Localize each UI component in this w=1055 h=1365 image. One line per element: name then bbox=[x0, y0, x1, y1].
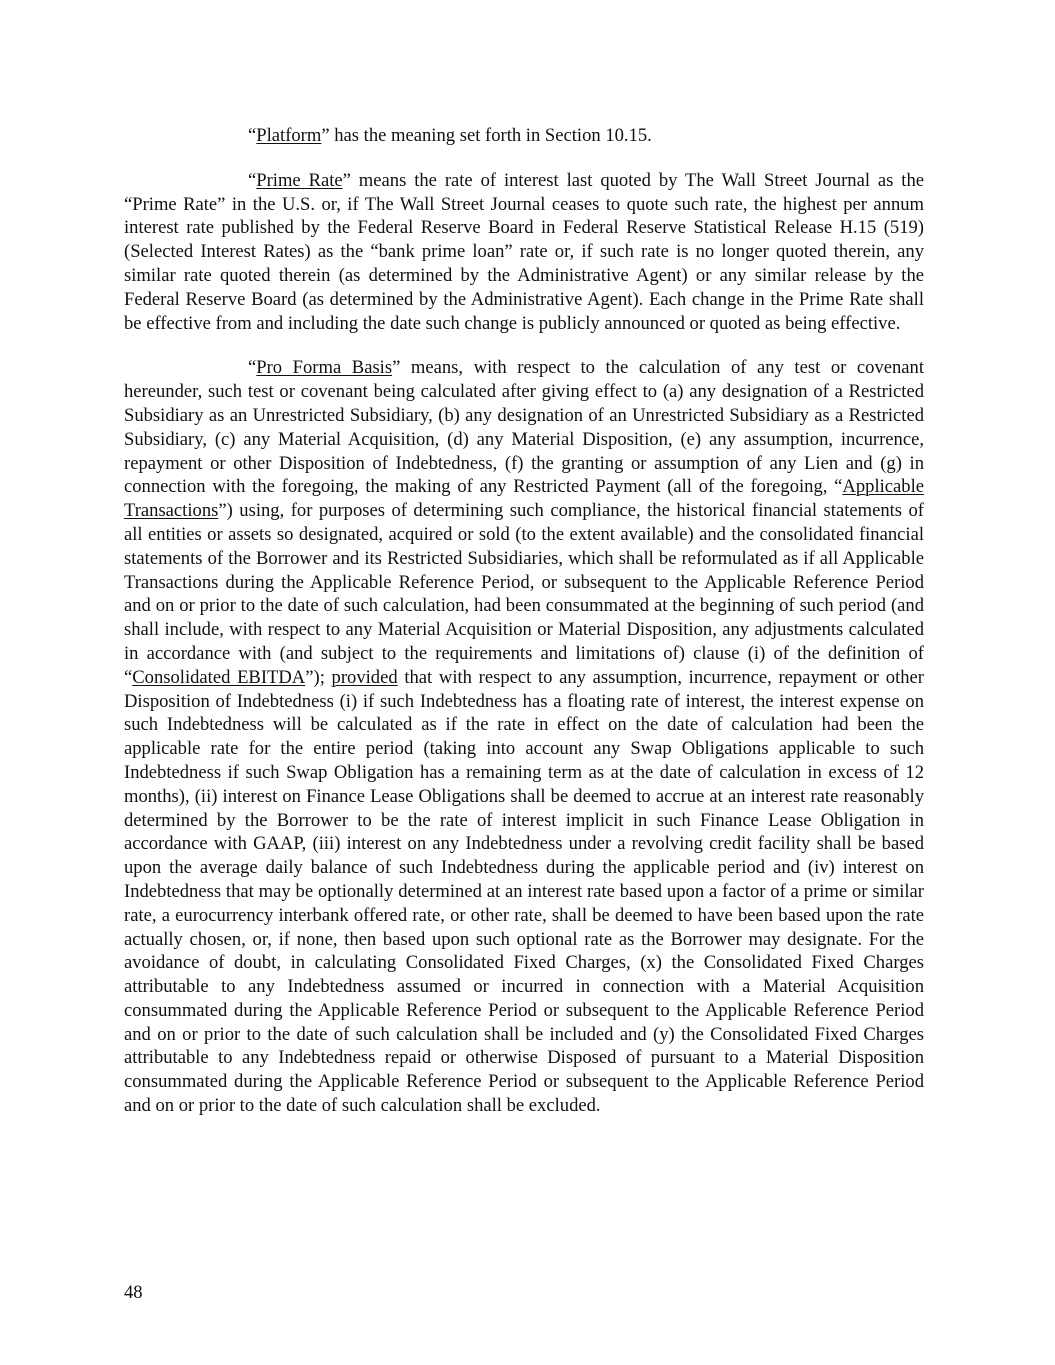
defined-term-pro-forma-basis: Pro Forma Basis bbox=[256, 357, 393, 379]
page-number: 48 bbox=[124, 1282, 143, 1303]
quote-open: “ bbox=[248, 169, 257, 191]
definition-text: ” has the meaning set forth in Section 10.15. bbox=[321, 125, 652, 146]
definition-platform bbox=[124, 124, 924, 148]
definition-text: that with respect to any assumption, incurrence, repayment or other Disposition of Indebtedness (i) if such Indebtedness has a floating rate of interest, the interest expense on such Indebtedness will be calculated as if the rate in effect on the date of calculation had been the applicable rate for the entire period (taking into account any Swap Obligations applicable to such Indebtedness if such Swap Obligation has a remaining term as at the date of calculation in excess of 12 months), (ii) interest on Finance Lease Obligations shall be deemed to accrue at an interest rate reasonably determined by the Borrower to be the rate of interest implicit in such Finance Lease Obligation in accordance with GAAP, (iii) interest on any Indebtedness under a revolving credit facility shall be based upon the average daily balance of such Indebtedness during the applicable period and (iv) interest on Indebtedness that may be optionally determined at an interest rate based upon a factor of a prime or similar rate, a eurocurrency interbank offered rate, or other rate, shall be deemed to have been based upon the rate actually chosen, or, if none, then based upon such optional rate as the Borrower may designate. For the avoidance of doubt, in calculating Consolidated Fixed Charges, (x) the Consolidated Fixed Charges attributable to any Indebtedness assumed or incurred in connection with a Material Acquisition consummated during the Applicable Reference Period or subsequent to the Applicable Reference Period and on or prior to the date of such calculation shall be included and (y) the Consolidated Fixed Charges attributable to any Indebtedness repaid or otherwise Disposed of pursuant to a Material Disposition consummated during the Applicable Reference Period or subsequent to the Applicable Reference Period and on or prior to the date of such calculation shall be excluded. bbox=[124, 666, 924, 1117]
defined-term-prime-rate: Prime Rate bbox=[256, 169, 343, 191]
quote-open: “ bbox=[248, 125, 257, 146]
defined-term-platform: Platform bbox=[256, 125, 322, 146]
defined-term-applicable-transactions: Applicable Transactions bbox=[124, 476, 924, 522]
proviso-term: provided bbox=[331, 666, 398, 688]
definition-text: ” means, with respect to the calculation of any test or covenant hereunder, such test or covenant being calculated after giving effect to (a) any designation of a Restricted Subsidiary as an Unrestricted Subsidiary, (b) any designation of an Unrestricted Subsidiary as a Restricted Subsidiary, (c) any Material Acquisition, (d) any Material Disposition, (e) any assumption, incurrence, repayment or other Disposition of Indebtedness, (f) the granting or assumption of any Lien and (g) in connection with the foregoing, the making of any Restricted Payment (all of the foregoing, “ bbox=[124, 357, 925, 498]
definition-pro-forma-basis bbox=[124, 356, 924, 1118]
document-body bbox=[124, 124, 924, 1118]
quote-open: “ bbox=[248, 357, 257, 379]
definition-prime-rate bbox=[124, 169, 924, 336]
cross-reference-consolidated-ebitda: Consolidated EBITDA bbox=[132, 666, 306, 688]
definition-text: ”); bbox=[305, 666, 332, 688]
definition-text: ”) using, for purposes of determining such compliance, the historical financial statements of all entities or assets so designated, acquired or sold (to the extent available) and the consolidated financial statements of the Borrower and its Restricted Subsidiaries, which shall be reformulated as if all Applicable Transactions during the Applicable Reference Period, or subsequent to the Applicable Reference Period and on or prior to the date of such calculation, had been consummated at the beginning of such period (and shall include, with respect to any Material Acquisition or Material Disposition, any adjustments calculated in accordance with (and subject to the requirements and limitations of) clause (i) of the definition of “ bbox=[124, 500, 924, 688]
definition-text: ” means the rate of interest last quoted by The Wall Street Journal as the “Prime Rate” in the U.S. or, if The Wall Street Journal ceases to quote such rate, the highest per annum interest rate published by the Federal Reserve Board in Federal Reserve Statistical Release H.15 (519) (Selected Interest Rates) as the “bank prime loan” rate or, if such rate is no longer quoted therein, any similar rate quoted therein (as determined by the Administrative Agent) or any similar release by the Federal Reserve Board (as determined by the Administrative Agent). Each change in the Prime Rate shall be effective from and including the date such change is publicly announced or quoted as being effective. bbox=[124, 169, 924, 334]
